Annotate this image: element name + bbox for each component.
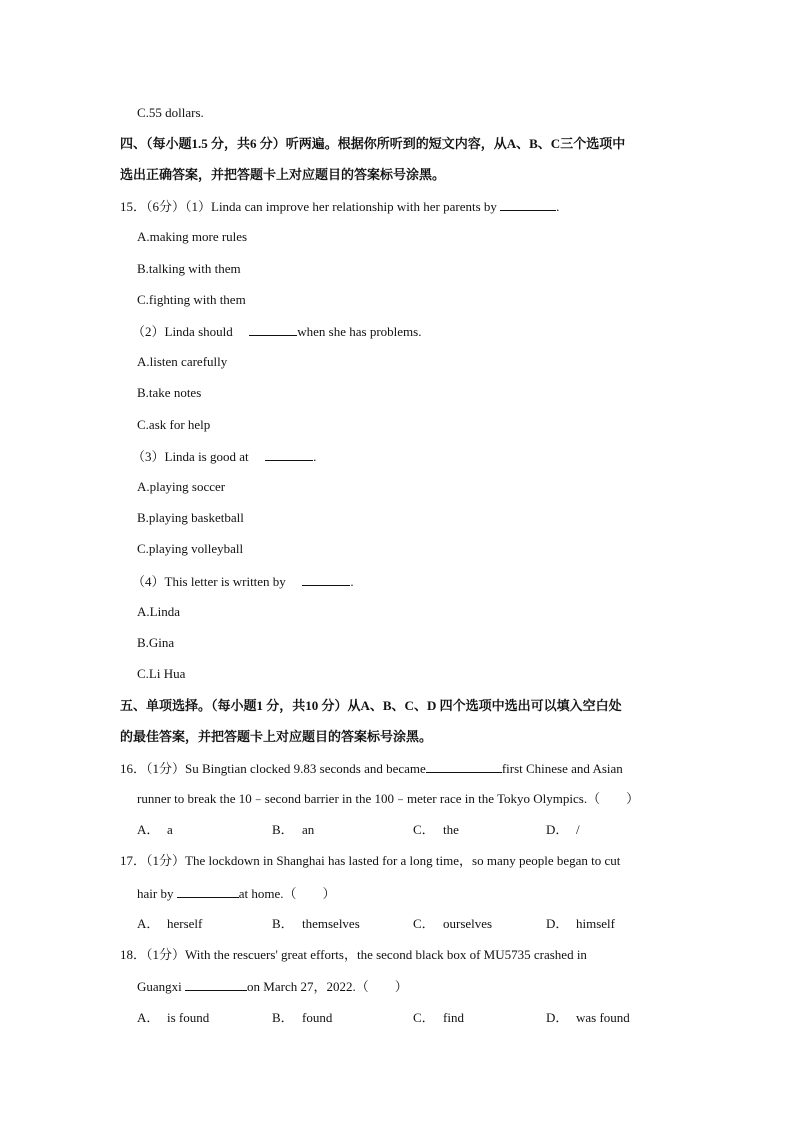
- q18-stem-line1: 18．（1分）With the rescuers' great efforts，the second black box of MU5735 crashed in: [120, 947, 587, 962]
- q18-stem-suffix: on March 27，2022.（ ）: [247, 979, 408, 994]
- q15-2-option-c: C.ask for help: [137, 417, 211, 432]
- q16-stem-line1: [120, 759, 623, 778]
- q15-stem-text: 15．（6分）（1）Linda can improve her relationship with her parents by: [120, 199, 497, 214]
- section4-header-line2: 选出正确答案，并把答题卡上对应题目的答案标号涂黑。: [120, 167, 446, 182]
- q18-option-d: D． was found: [546, 1010, 630, 1025]
- q16-option-d: D． /: [546, 822, 580, 837]
- section4-header-line1: 四、（每小题1.5 分，共6 分）听两遍。根据你所听到的短文内容，从A、B、C三个选项中: [120, 136, 626, 151]
- q15-1-option-a: A.making more rules: [137, 229, 248, 244]
- q15-4-option-a: A.Linda: [137, 604, 180, 619]
- q15-4-stem: [132, 572, 354, 591]
- q15-2-option-b: B.take notes: [137, 385, 202, 400]
- answer-blank: [177, 884, 239, 898]
- q17-stem-line1: 17．（1分）The lockdown in Shanghai has lasted for a long time，so many people began to cut: [120, 853, 621, 868]
- q17-option-d: D． himself: [546, 916, 615, 931]
- q15-3-option-c: C.playing volleyball: [137, 541, 244, 556]
- q16-stem-text: 16．（1分）Su Bingtian clocked 9.83 seconds and became: [120, 761, 426, 776]
- section5-header-line1: 五、单项选择。（每小题1 分，共10 分）从A、B、C、D 四个选项中选出可以填入空白处: [120, 698, 622, 713]
- q16-stem-suffix: first Chinese and Asian: [501, 761, 623, 776]
- q15-3-option-b: B.playing basketball: [137, 510, 244, 525]
- q17-stem-line2: [137, 884, 335, 903]
- q17-stem-suffix: at home.（ ）: [238, 886, 336, 901]
- q17-option-a: A． herself: [137, 916, 203, 931]
- answer-blank: [500, 197, 556, 211]
- q15-stem: [120, 197, 559, 216]
- q17-option-c: C． ourselves: [413, 916, 493, 931]
- q15-stem-end: .: [556, 199, 560, 214]
- q15-3-option-a: A.playing soccer: [137, 479, 226, 494]
- q15-4-stem-suffix: .: [350, 574, 354, 589]
- answer-blank: [302, 572, 350, 586]
- section5-header-line2: 的最佳答案，并把答题卡上对应题目的答案标号涂黑。: [120, 729, 433, 744]
- q15-4-option-b: B.Gina: [137, 635, 175, 650]
- q15-2-option-a: A.listen carefully: [137, 354, 228, 369]
- q15-3-stem: [132, 447, 316, 466]
- q15-4-stem-text: （4）This letter is written by: [132, 574, 286, 589]
- answer-blank: [426, 759, 502, 773]
- q16-option-b: B． an: [272, 822, 315, 837]
- q15-2-stem-text: （2）Linda should: [132, 324, 233, 339]
- q15-3-stem-suffix: .: [313, 449, 317, 464]
- q18-stem-line2: [137, 977, 408, 996]
- q15-2-stem-suffix: when she has problems.: [297, 324, 422, 339]
- q15-2-stem: [132, 322, 421, 341]
- answer-blank: [185, 977, 247, 991]
- q15-4-option-c: C.Li Hua: [137, 666, 186, 681]
- q17-stem-text: hair by: [137, 886, 174, 901]
- q16-option-a: A． a: [137, 822, 173, 837]
- q17-option-b: B． themselves: [272, 916, 360, 931]
- q18-option-c: C． find: [413, 1010, 464, 1025]
- answer-blank: [249, 322, 297, 336]
- q18-option-a: A． is found: [137, 1010, 210, 1025]
- q16-option-c: C． the: [413, 822, 459, 837]
- q15-1-option-b: B.talking with them: [137, 261, 241, 276]
- q15-1-option-c: C.fighting with them: [137, 292, 246, 307]
- q14-option-c: C.55 dollars.: [137, 105, 204, 120]
- q16-stem-line2: runner to break the 10﹣second barrier in the 100﹣meter race in the Tokyo Olympics.（ ）: [137, 791, 640, 806]
- q15-3-stem-text: （3）Linda is good at: [132, 449, 249, 464]
- q18-stem-text: Guangxi: [137, 979, 182, 994]
- answer-blank: [265, 447, 313, 461]
- q18-option-b: B． found: [272, 1010, 333, 1025]
